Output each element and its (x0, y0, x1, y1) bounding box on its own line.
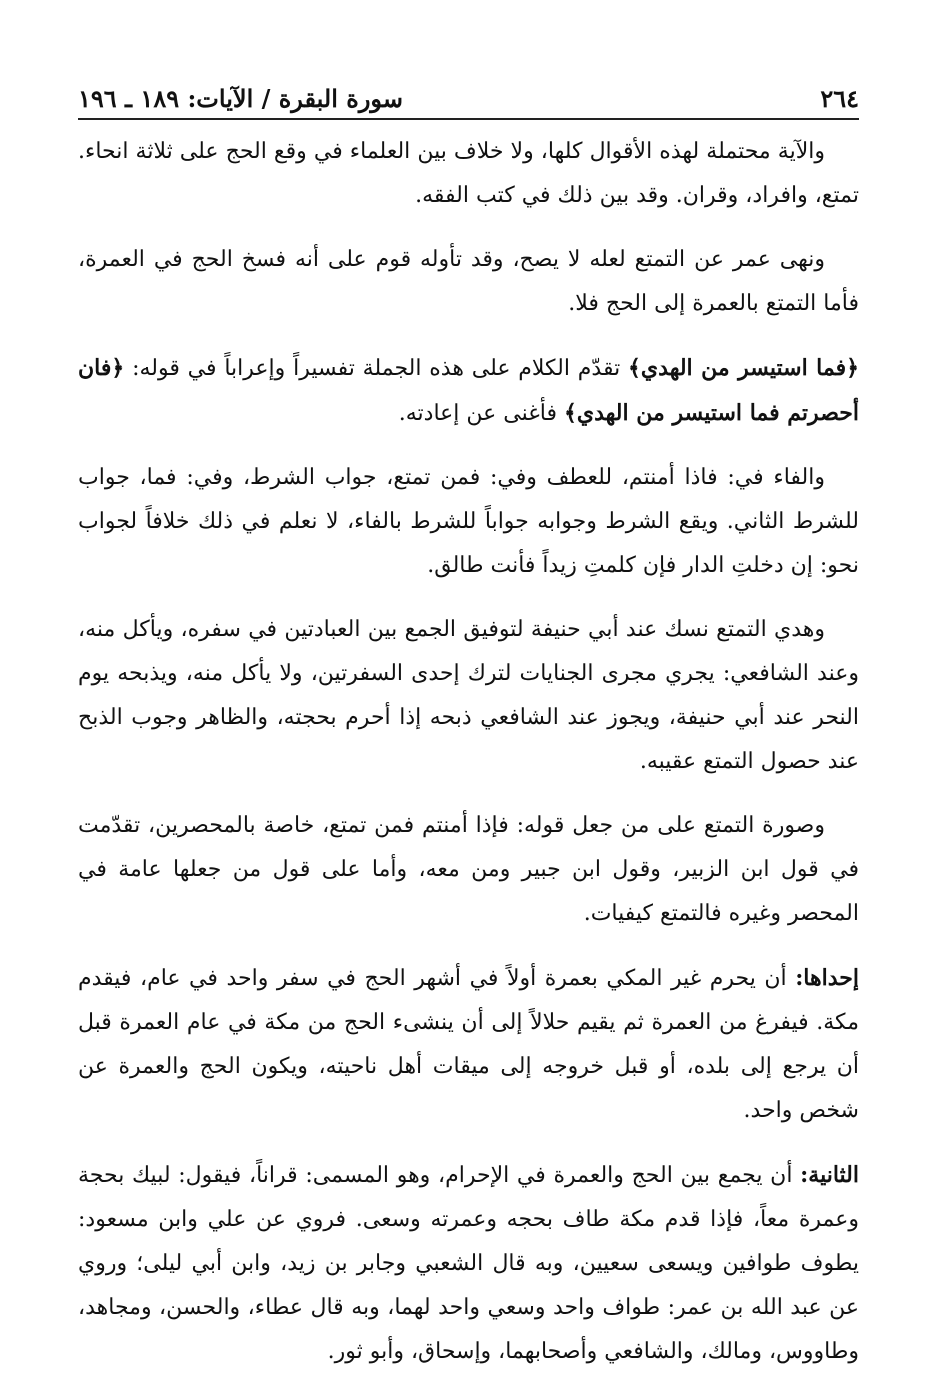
paragraph-text: ونهى عمر عن التمتع لعله لا يصح، وقد تأوله قوم على أنه فسخ الحج في العمرة، فأما التمتع بالعمرة إلى الحج فلا. (78, 247, 859, 316)
page-number: ٢٦٤ (820, 83, 859, 113)
paragraph-text: وصورة التمتع على من جعل قوله: فإذا أمنتم فمن تمتع، خاصة بالمحصرين، تقدّمت في قول ابن الزبير، وقول ابن جبير ومن معه، وأما على قول من جعلها عامة في المحصر وغيره فالتمتع كيفيات. (78, 813, 859, 926)
paragraph-text: فأغنى عن إعادته. (398, 401, 564, 426)
paragraph-text: تقدّم الكلام على هذه الجملة تفسيراً وإعراباً في قوله: (124, 356, 629, 381)
paragraph (78, 234, 859, 332)
quran-verse: ﴿فان أحصرتم فما استيسر من الهدي﴾ (78, 355, 859, 426)
paragraph-first-form (78, 952, 859, 1139)
paragraph-text: أن يجمع بين الحج والعمرة في الإحرام، وهو المسمى: قراناً، فيقول: لبيك بحجة وعمرة معاً، فإذا قدم مكة طاف بحجه وعمرته وسعى. فروي عن علي وابن مسعود: يطوف طوافين ويسعى سعيين، وبه قال الشعبي وجابر بن زيد، وابن أبي ليلى؛ وروي عن عبد الله بن عمر: طواف واحد وسعي واحد لهما، وبه قال عطاء، والحسن، ومجاهد، وطاووس، ومالك، والشافعي وأصحابهما، وإسحاق، وأبو ثور. (78, 1163, 859, 1364)
paragraph (78, 604, 859, 790)
paragraph-text: أن يحرم غير المكي بعمرة أولاً في أشهر الحج في سفر واحد في عام، فيقدم مكة. فيفرغ من العمرة ثم يقيم حلالاً إلى أن ينشىء الحج من مكة في عام العمرة قبل أن يرجع إلى بلده، أو قبل خروجه إلى ميقات أهل ناحيته، ويكون الحج والعمرة عن شخص واحد. (78, 966, 859, 1123)
paragraph-text: والفاء في: فاذا أمنتم، للعطف وفي: فمن تمتع، جواب الشرط، وفي: فما، جواب للشرط الثاني. ويقع الشرط وجوابه جواباً للشرط بالفاء، لا نعلم في ذلك خلافاً لجواب نحو: إن دخلتِ الدار فإن كلمتِ زيداً فأنت طالق. (78, 465, 859, 578)
page-header (78, 78, 859, 120)
paragraph (78, 800, 859, 942)
running-title: سورة البقرة / الآيات: ١٨٩ ـ ١٩٦ (78, 83, 403, 113)
paragraph (78, 126, 859, 224)
paragraph (78, 452, 859, 594)
paragraph-lead: إحداها: (795, 965, 859, 991)
page-body (78, 126, 859, 1380)
paragraph-lead: الثانية: (800, 1162, 859, 1188)
paragraph-second-form (78, 1149, 859, 1380)
paragraph-text: والآية محتملة لهذه الأقوال كلها، ولا خلاف بين العلماء في وقع الحج على ثلاثة انحاء. تمتع، وافراد، وقران. وقد بين ذلك في كتب الفقه. (78, 139, 859, 208)
paragraph-text: وهدي التمتع نسك عند أبي حنيفة لتوفيق الجمع بين العبادتين في سفره، ويأكل منه، وعند الشافعي: يجري مجرى الجنايات لترك إحدى السفرتين، ولا يأكل منه، ويذبحه يوم النحر عند أبي حنيفة، ويجوز عند الشافعي ذبحه إذا أحرم بحجته، والظاهر وجوب الذبح عند حصول التمتع عقيبه. (78, 617, 859, 774)
quran-verse: ﴿فما استيسر من الهدي﴾ (628, 355, 859, 381)
paragraph-quran-quote (78, 342, 859, 442)
